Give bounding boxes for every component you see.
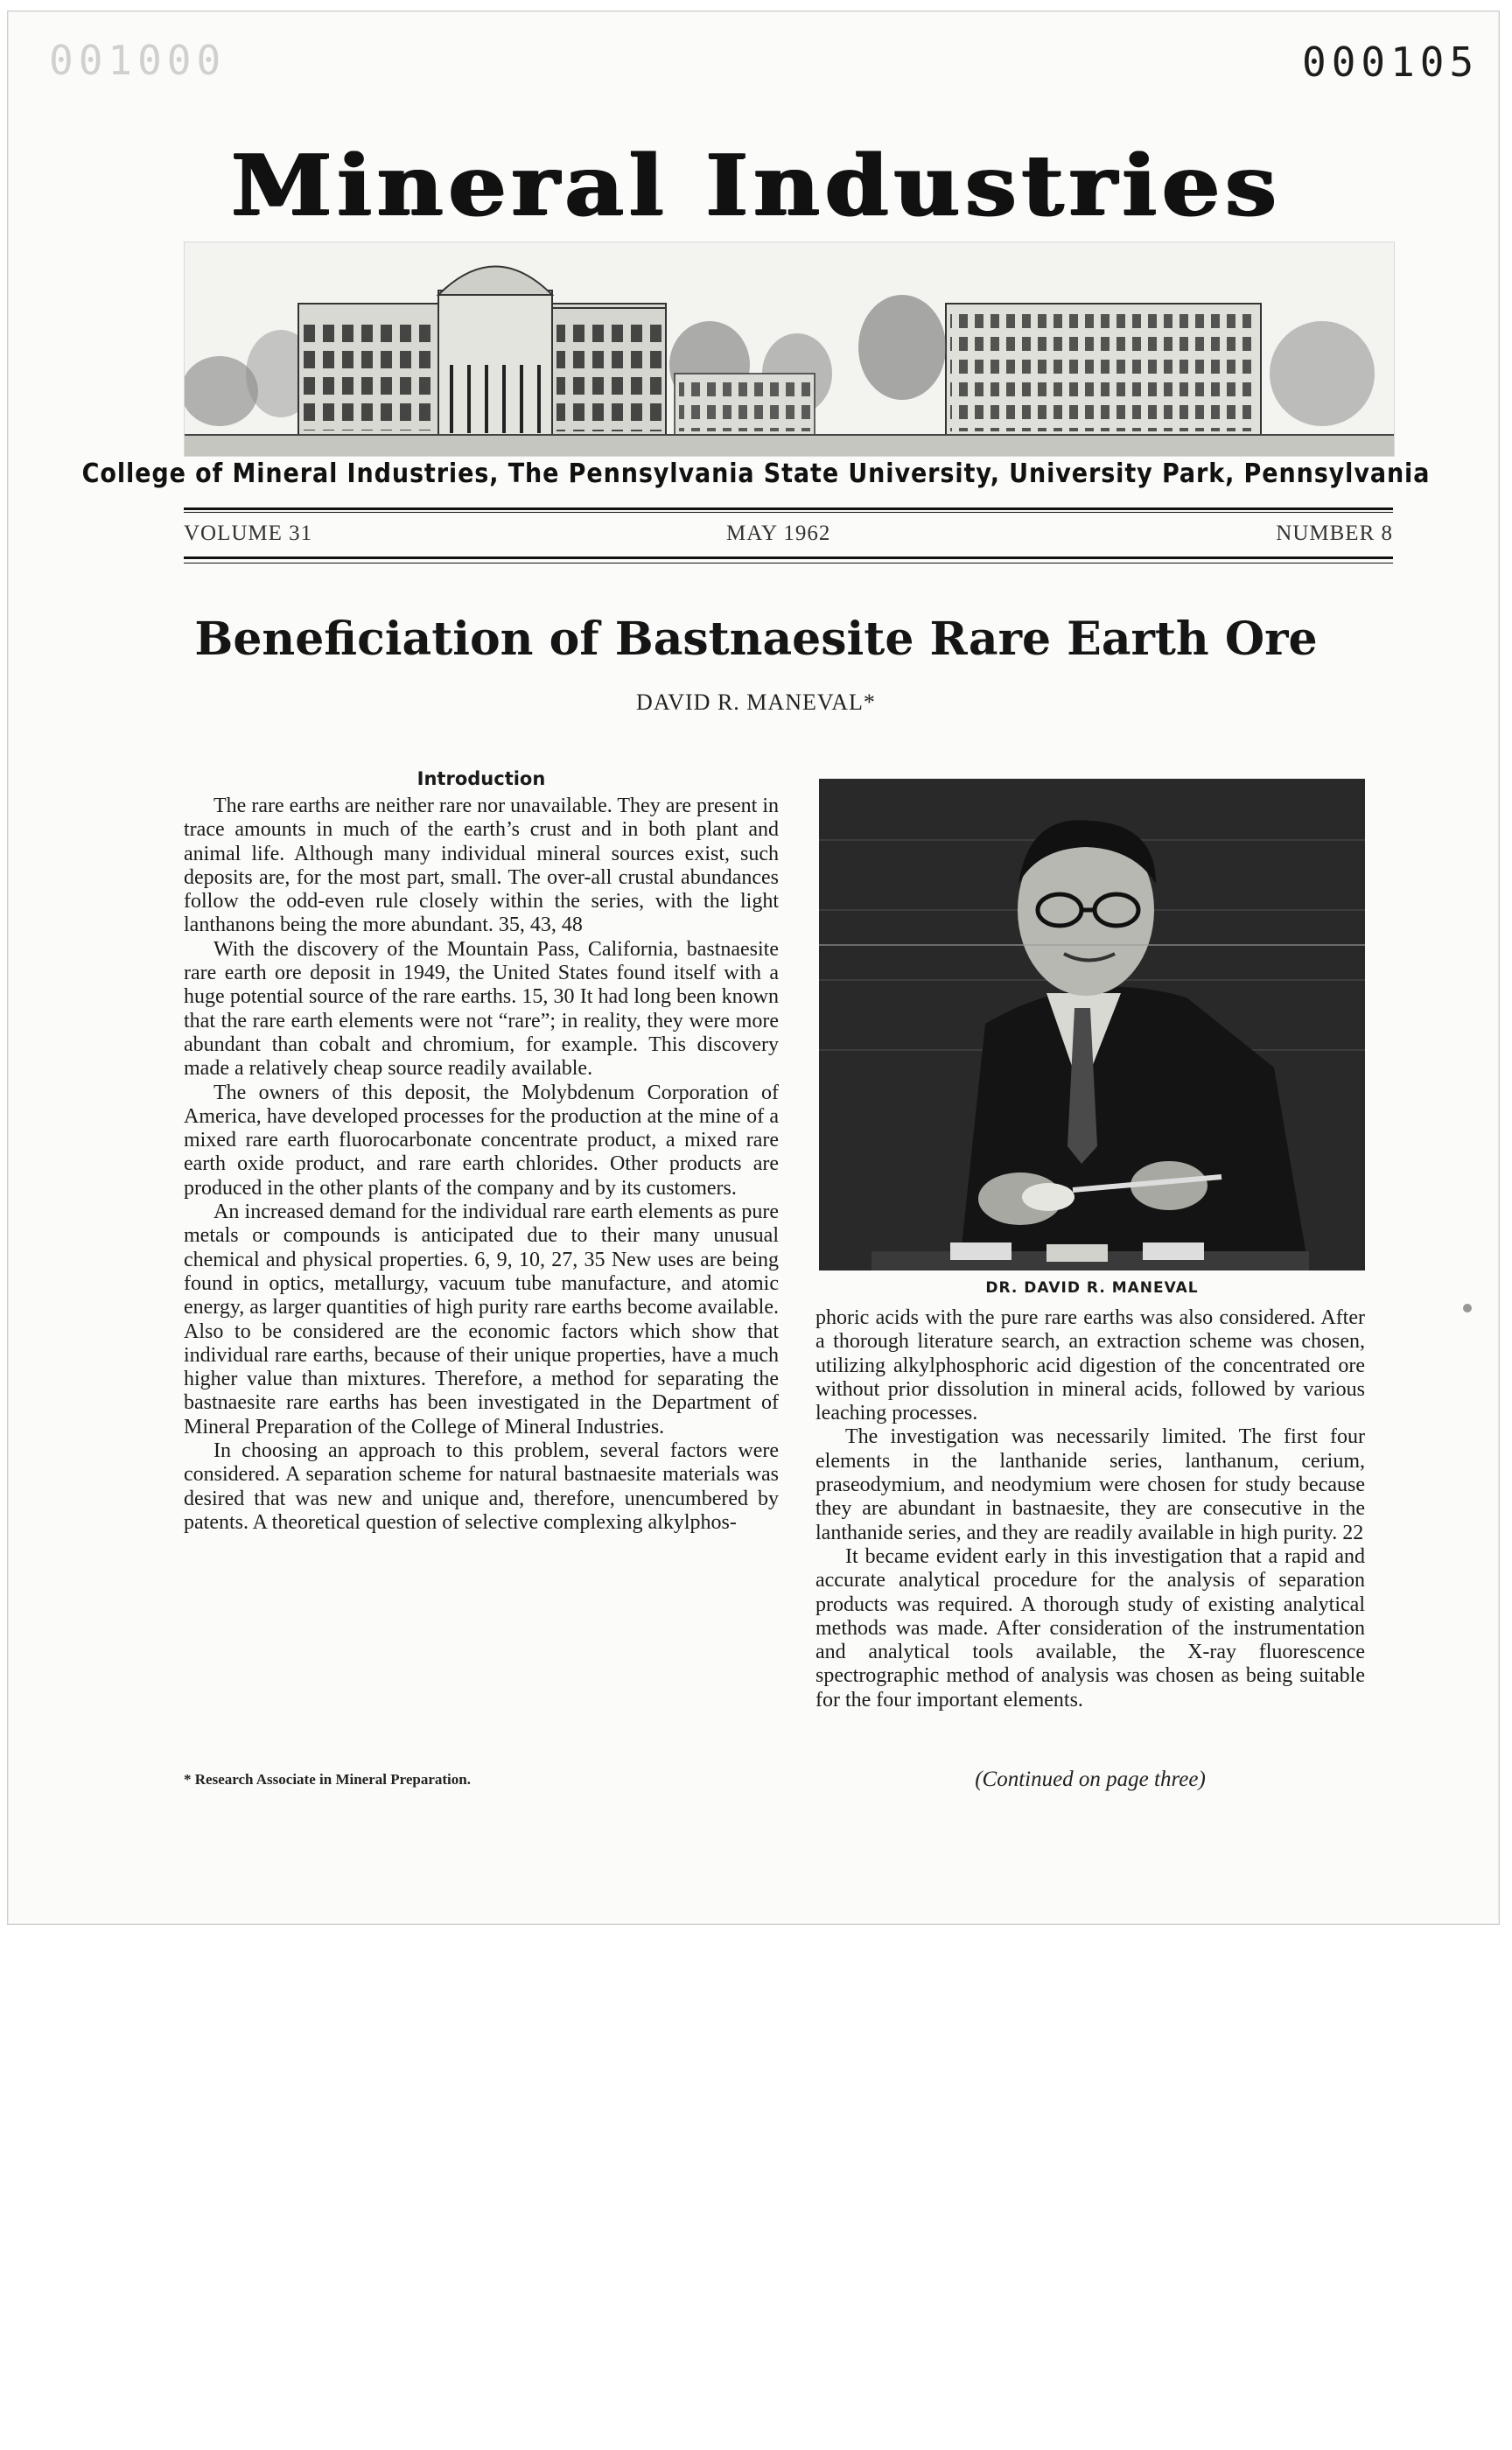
faded-document-number: 001000 <box>49 37 227 84</box>
article-title: Beneficiation of Bastnaesite Rare Earth Ore <box>194 612 1318 666</box>
author-photo <box>819 779 1365 1270</box>
issue-date: MAY 1962 <box>726 522 831 545</box>
paragraph: It became evident early in this investigation that a rapid and accurate analytical procedure for the analysis of separation products was required. A thorough study of existing analytical methods was made. After consideration of the instrumentation and analytical tools available, the X-ray fluorescence spectrographic method of analysis was chosen as being suitable for the four important elements. <box>816 1544 1365 1712</box>
campus-building-illustration <box>184 242 1395 457</box>
continued-note: (Continued on page three) <box>975 1768 1206 1791</box>
scan-speck <box>1463 1304 1472 1312</box>
paragraph: The owners of this deposit, the Molybdenum Corporation of America, have developed processes for the production at the mine of a mixed rare earth fluorocarbonate concentrate product, a mixed rare earth oxide product, and rare earth chlorides. Other products are produced in the other plants of the company and by its customers. <box>184 1081 779 1200</box>
issue-number: NUMBER 8 <box>1276 522 1393 545</box>
paragraph: With the discovery of the Mountain Pass, California, bastnaesite rare earth ore deposit in 1949, the United States found itself with a huge potential source of the rare earths. 15, 30 It had long been known that the rare earth elements were not “rare”; in reality, they were more abundant than cobalt and chromium, for example. This discovery made a relatively cheap source readily available. <box>184 937 779 1081</box>
footnote: * Research Associate in Mineral Preparation. <box>184 1771 471 1788</box>
paragraph: The investigation was necessarily limited. The first four elements in the lanthanide series, lanthanum, cerium, praseodymium, and neodymium were chosen for study because they are abundant in bastnaesite, they are consecutive in the lanthanide series, and they are readily available in high purity. 22 <box>816 1425 1365 1544</box>
section-heading: Introduction <box>416 768 546 789</box>
paragraph: In choosing an approach to this problem, several factors were considered. A separation scheme for natural bastnaesite materials was desired that was new and unique and, therefore, unencumbered by patents. A theoretical question of selective complexing alkylphos- <box>184 1439 779 1534</box>
photo-caption: DR. DAVID R. MANEVAL <box>985 1279 1199 1297</box>
paragraph: An increased demand for the individual rare earth elements as pure metals or compounds is anticipated due to their many unusual chemical and physical properties. 6, 9, 10, 27, 35 New uses are being found in optics, metallurgy, vacuum tube manufacture, and atomic energy, as larger quantities of high purity rare earths become available. Also to be considered are the economic factors which show that individual rare earths, because of their unique properties, have a much higher value than mixtures. Therefore, a method for separating the bastnaesite rare earths has been investigated in the Department of Mineral Preparation of the College of Mineral Industries. <box>184 1200 779 1438</box>
article-column-right <box>816 1306 1365 1712</box>
building-drawing <box>185 242 1394 456</box>
header-rule-bottom <box>184 556 1393 559</box>
college-affiliation-line: College of Mineral Industries, The Pennsylvania State University, University Park, Pennsylvania <box>81 458 1431 489</box>
article-author: DAVID R. MANEVAL* <box>636 690 876 715</box>
header-rule-bottom-thin <box>184 563 1393 564</box>
paragraph: The rare earths are neither rare nor unavailable. They are present in trace amounts in much of the earth’s crust and in both plant and animal life. Although many individual mineral sources exist, such deposits are, for the most part, small. The over-all crustal abundances follow the odd-even rule closely within the series, with the light lanthanons being the more abundant. 35, 43, 48 <box>184 794 779 937</box>
article-column-left <box>184 794 779 1535</box>
masthead-title: Mineral Industries <box>230 135 1282 235</box>
volume-label: VOLUME 31 <box>184 522 313 545</box>
paragraph: phoric acids with the pure rare earths was also considered. After a thorough literature search, an extraction scheme was chosen, utilizing alkylphosphoric acid digestion of the concentrated ore without prior dissolution in mineral acids, followed by various leaching processes. <box>816 1306 1365 1425</box>
document-number: 000105 <box>1302 38 1480 86</box>
header-rule-top <box>184 508 1393 510</box>
header-rule-top-thin <box>184 512 1393 513</box>
author-portrait <box>819 779 1365 1270</box>
issue-info-bar <box>184 522 1393 551</box>
